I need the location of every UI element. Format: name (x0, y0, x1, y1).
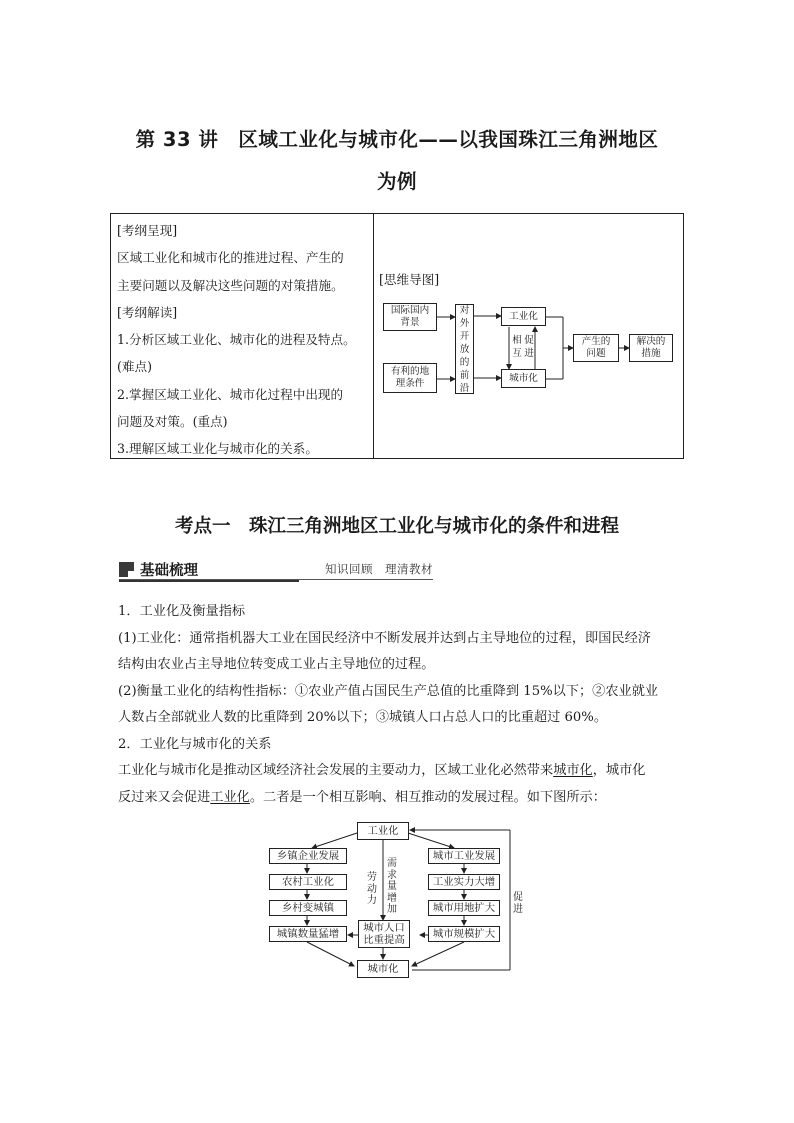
syllabus-line: 主要问题以及解决这些问题的对策措施。 (117, 277, 344, 293)
mind-map-premise-text: 对外开放的前沿 (459, 304, 470, 394)
paragraph-line: 结构由农业占主导地位转变成工业占主导地位的过程。 (118, 657, 435, 672)
answer-underline: 城市化 (553, 763, 593, 778)
banner-title: 基础梳理 (140, 563, 198, 579)
syllabus-line: [考纲呈现] (117, 223, 178, 238)
diagram-urban-industry: 城市工业发展 (428, 848, 500, 864)
banner-subtitle: 知识回顾 理清教材 (325, 562, 433, 576)
syllabus-line: 1.分析区域工业化、城市化的进程及特点。 (117, 332, 356, 348)
mind-map-problems: 产生的问题 (573, 334, 619, 362)
syllabus-line: 3.理解区域工业化与城市化的关系。 (117, 441, 318, 457)
mind-map-international-background: 国际国内背景 (383, 303, 437, 331)
diagram-village-to-town: 乡村变城镇 (269, 900, 347, 916)
mind-map-solutions: 解决的措施 (629, 334, 673, 362)
paragraph-line (118, 758, 678, 785)
text-segment: 。二者是一个相互影响、相互推动的发展过程。如下图所示： (249, 789, 606, 805)
diagram-promote-label: 促进 (513, 892, 523, 915)
heading-industrialization: 1．工业化及衡量指标 (118, 604, 246, 619)
mind-map-mutual: 相互 (512, 335, 522, 359)
paragraph-line: 人数占全部就业人数的比重降到 20%以下；③城镇人口占总人口的比重超过 60%。 (118, 710, 608, 725)
syllabus-line: 区域工业化和城市化的推进过程、产生的 (117, 250, 344, 266)
banner-underline-bold (119, 580, 299, 582)
page-title-line1: 第 33 讲 区域工业化与城市化——以我国珠江三角洲地区 (135, 128, 659, 151)
text-segment: 反过来又会促进 (118, 789, 211, 805)
answer-underline: 工业化 (210, 789, 250, 805)
diagram-urban-land: 城市用地扩大 (428, 900, 500, 916)
mind-map-premise (455, 304, 474, 394)
diagram-township-enterprise: 乡镇企业发展 (269, 848, 347, 864)
paragraph-line (118, 785, 678, 812)
page-title-line2: 为例 (376, 170, 417, 193)
mind-map-label: [思维导图] (379, 272, 440, 287)
paragraph-line: (2)衡量工业化的结构性指标：①农业产值占国民生产总值的比重降到 15%以下；②农业就业 (118, 683, 659, 699)
banner-square-icon (119, 562, 134, 577)
syllabus-line: [考纲解读] (117, 304, 178, 320)
mind-map-geo-conditions: 有利的地理条件 (383, 363, 437, 393)
syllabus-line: 问题及对策。(重点) (117, 414, 228, 430)
mind-map-urbanization: 城市化 (501, 369, 546, 388)
diagram-labor-label: 劳动力 (367, 872, 377, 906)
body-text (118, 599, 678, 811)
outline-table (110, 213, 684, 459)
diagram-urbanization: 城市化 (357, 960, 409, 978)
diagram-town-count-surge: 城镇数量猛增 (269, 926, 347, 942)
text-segment: 工业化与城市化是推动区域经济社会发展的主要动力，区域工业化必然带来 (118, 763, 554, 778)
section-banner (119, 558, 433, 582)
diagram-urban-population-share: 城市人口比重提高 (358, 920, 410, 948)
paragraph-line: (1)工业化：通常指机器大工业在国民经济中不断发展并达到占主导地位的过程，即国民经济 (118, 630, 651, 646)
section-title: 考点一 珠江三角洲地区工业化与城市化的条件和进程 (174, 516, 619, 537)
relationship-diagram (262, 822, 532, 982)
text-segment: ，城市化 (592, 763, 646, 778)
diagram-rural-industrialization: 农村工业化 (269, 874, 347, 890)
mind-map-promote: 促进 (524, 335, 534, 359)
diagram-industrial-strength: 工业实力大增 (428, 874, 500, 890)
syllabus-line: (难点) (117, 359, 153, 375)
mind-map-industrialization: 工业化 (501, 307, 546, 326)
syllabus-line: 2.掌握区域工业化、城市化过程中出现的 (117, 386, 344, 402)
heading-relationship: 2．工业化与城市化的关系 (118, 736, 272, 752)
diagram-urban-scale: 城市规模扩大 (428, 926, 500, 942)
diagram-demand-label: 需求量增加 (387, 858, 397, 915)
diagram-industrialization: 工业化 (357, 822, 409, 840)
